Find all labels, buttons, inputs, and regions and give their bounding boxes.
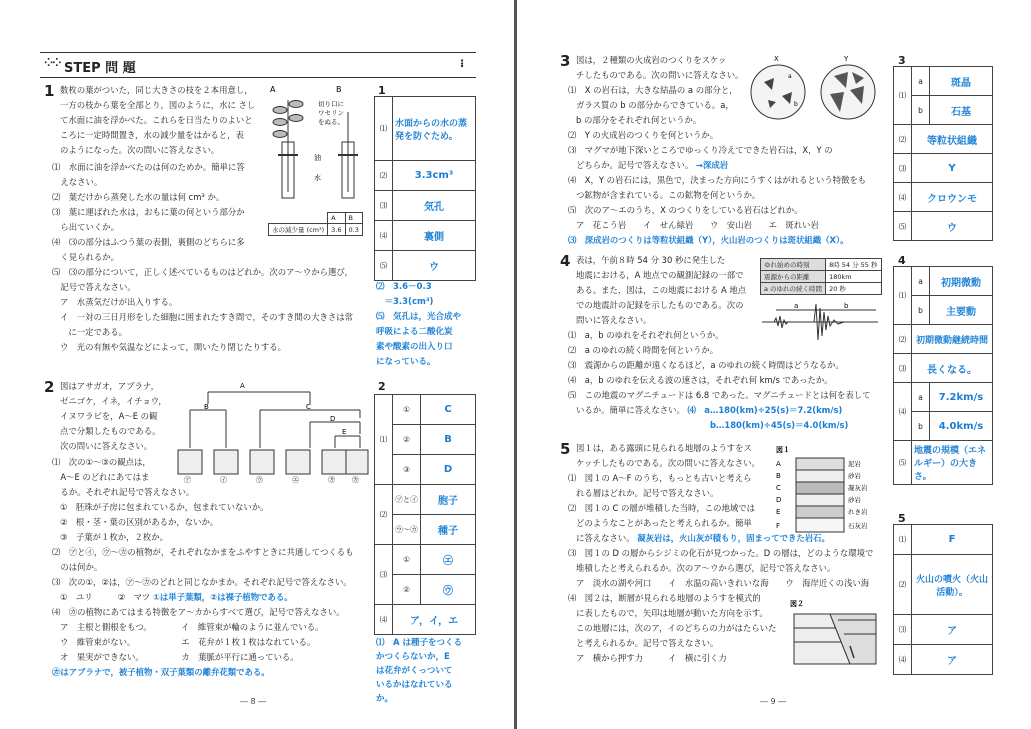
svg-text:㋕: ㋕ xyxy=(352,476,359,483)
dots-icon: ⁝ xyxy=(460,57,464,70)
svg-text:れき岩: れき岩 xyxy=(848,508,868,516)
ans2-head: 2 xyxy=(378,380,386,393)
svg-text:b: b xyxy=(794,101,798,108)
svg-text:X: X xyxy=(774,55,779,63)
svg-text:㋒: ㋒ xyxy=(256,476,263,483)
q1-intro: 数枚の葉がついた，同じ大きさの枝を２本用意し， 一方の枝から葉を全部とり，図のように，水に さし て水面に油を浮かべた。これらを日当たりのよいと ころに一定時間置き，水の減少量をはかると，表 のようになった。次の問いに答えなさい。 xyxy=(60,85,256,155)
dots-grid-icon: ⁘⁘ xyxy=(44,56,61,69)
q4-number: 4 xyxy=(560,252,571,270)
svg-text:b: b xyxy=(844,302,849,310)
svg-text:ワセリン: ワセリン xyxy=(318,109,344,117)
ans3-head: 3 xyxy=(898,54,906,67)
q1-plant-figure xyxy=(258,82,370,202)
svg-text:切り口に: 切り口に xyxy=(318,100,344,108)
svg-text:図１: 図１ xyxy=(776,446,790,454)
svg-text:B: B xyxy=(336,85,342,94)
svg-text:B: B xyxy=(776,472,781,480)
svg-text:Y: Y xyxy=(844,55,849,63)
svg-text:D: D xyxy=(776,496,782,504)
svg-text:C: C xyxy=(776,484,781,492)
svg-text:a: a xyxy=(794,302,799,310)
svg-text:油: 油 xyxy=(314,154,321,162)
q5-fault-figure xyxy=(790,598,880,670)
svg-text:A: A xyxy=(240,382,245,390)
svg-text:㋔: ㋔ xyxy=(328,476,335,483)
svg-text:B: B xyxy=(204,403,209,411)
svg-text:a: a xyxy=(788,73,792,80)
svg-text:㋐: ㋐ xyxy=(184,476,191,483)
page-number-left: ― 8 ― xyxy=(240,697,267,706)
q5-strata-figure xyxy=(774,444,878,540)
ans1-head: 1 xyxy=(378,84,386,97)
q5-text: 図１は，ある露頭に見られる地層のようすをス ケッチしたものである。次の問いに答えなさい。 ⑴ 図１の A～F のうち，もっとも古いと考えら れる層はどれか。記号で答えなさい。 ⑵ 図１の C の層が堆積した当時，この地域では どのようなことがあったと考えられるか。簡単 に答えなさい。 凝灰岩は，火山灰が積もり，固まってできた岩石。 ⑶ 図１の D の層からシジミの化石が見つかった。D の層は，どのような環境で 堆積したと考えられるか。次のア～ウから選び，記号で答えなさい。 ア 淡水の湖や河口 イ 水温の高いきれいな海 ウ 海岸近くの浅い海 ⑷ 図２は，断層が見られる地層のようすを模式的 に表したもので，矢印は地層が動いた方向を示す。 この地層には，次のア，イのどちらの力がはたらいた と考えられるか。記号で答えなさい。 ア 横から押す力 イ 横に引く力 xyxy=(568,443,874,663)
q4-seismogram xyxy=(760,298,880,342)
ans5-head: 5 xyxy=(898,512,906,525)
svg-text:水: 水 xyxy=(314,174,321,182)
q4-data-table: ゆれ始めの時刻 8時 54 分 55 秒 震源からの距離 180km a のゆれの続く時間 20 秒 xyxy=(760,258,882,295)
q4-text: 表は，午前８時 54 分 30 秒に発生した 地震における，A 地点での観測記録の一部で ある。また，図は，この地震における A 地点 での地震計の記録を示したものである。次の 問いに答えなさい。 ⑴ a，b のゆれをそれぞれ何というか。 ⑵ a のゆれの続く時間を何というか。 ⑶ 震源からの距離が遠くなるほど，a のゆれの続く時間はどうなるか。 ⑷ a，b のゆれを伝える波の速さは，それぞれ何 km/s であったか。 ⑸ この地震のマグニチュードは 6.8 であった。マグニチュードとは何を表して いるか。簡単に答えなさい。 ⑷ a…180(km)÷25(s)＝7.2(km/s) b…180(km)÷45(s)＝4.0(km/s) xyxy=(568,255,871,430)
q5-number: 5 xyxy=(560,440,571,458)
q3-rock-sketch xyxy=(744,52,880,122)
svg-text:図２: 図２ xyxy=(790,600,804,608)
svg-text:E: E xyxy=(776,508,781,516)
svg-text:C: C xyxy=(306,403,311,411)
svg-text:F: F xyxy=(776,522,781,530)
q1-number: 1 xyxy=(44,82,55,100)
ans5-table: ⑴ F ⑵ 火山の噴火（火山活動）。 ⑶ ア ⑷ ア xyxy=(893,524,993,675)
ans3-table: ⑴ a 斑晶 b 石基 ⑵ 等粒状組織 ⑶ Y ⑷ クロウンモ ⑸ ウ xyxy=(893,66,993,241)
svg-text:凝灰岩: 凝灰岩 xyxy=(848,484,868,492)
svg-text:E: E xyxy=(342,428,347,436)
q2-intro: 図はアサガオ，アブラナ， ゼニゴケ，イネ，イチョウ， イヌワラビを，A～E の観 点で分類したものである。 次の問いに答えなさい。 xyxy=(60,381,167,451)
svg-text:砂岩: 砂岩 xyxy=(848,472,861,480)
q3-text: 図は，２種類の火成岩のつくりをスケッ チしたものである。次の問いに答えなさい。 ⑴ X の岩石は，大きな結晶の a の部分と， ガラス質の b の部分からできている。a， b の部分をそれぞれ何というか。 ⑵ Y の火成岩のつくりを何というか。 ⑶ マグマが地下深いところでゆっくり冷えてできた岩石は，X，Y の どちらか。記号で答えなさい。 →深成岩 ⑷ X，Y の岩石には，黒色で，決まった方向にうすくはがれるという特徴をも つ鉱物が含まれている。この鉱物を何というか。 ⑸ 次のア～エのうち，X のつくりをしている岩石はどれか。 ア 花こう岩 イ せん緑岩 ウ 安山岩 エ 斑れい岩 ⑶ 深成岩のつくりは等粒状組織（Y），火山岩のつくりは斑状組織（X）。 xyxy=(568,55,867,245)
page-number-right: ― 9 ― xyxy=(760,697,787,706)
svg-text:石灰岩: 石灰岩 xyxy=(848,522,868,530)
ans4-table: ⑴ a 初期微動 b 主要動 ⑵ 初期微動継続時間 ⑶ 長くなる。 ⑷ a 7.2km/s b 4.0km/s ⑸ 地震の規模（エネルギー）の大きさ。 xyxy=(893,266,993,485)
q2-number: 2 xyxy=(44,378,55,396)
q2-questions: ⑴ 次の①～③の観点は， A～E のどれにあてはま るか。それぞれ記号で答えなさい。 ① 胚珠が子房に包まれているか，包まれていないか。 ② 根・茎・葉の区別があるか，ないか。 ③ 子葉が１枚か，２枚か。 ⑵ ㋐と㋑，㋒～㋕の植物が，それぞれなかまをふやすときに共通してつくるも のは何か。 ⑶ 次の①，②は，㋐～㋕のどれと同じなかまか。それぞれ記号で答えなさい。 ① ユリ ② マツ ①は単子葉類，②は裸子植物である。 ⑷ ㋕の植物にあてはまる特徴をア～カからすべて選び，記号で答えなさい。 ア 主根と側根をもつ。 イ 維管束が輪のように並んでいる。 ウ 維管束がない。 エ 花弁が１枚１枚はなれている。 オ 果実ができない。 カ 葉脈が平行に通っている。 ㋕はアブラナで，被子植物・双子葉類の離弁花類である。 xyxy=(52,457,354,677)
svg-text:A: A xyxy=(776,460,781,468)
ans2-notes: ⑴ A は種子をつくる かつくらないか，E は花弁がくっついて いるかはなれている か。 xyxy=(376,638,463,704)
svg-text:A: A xyxy=(270,85,276,94)
svg-text:砂岩: 砂岩 xyxy=(848,496,861,504)
ans4-head: 4 xyxy=(898,254,906,267)
q2-classification-tree xyxy=(170,378,370,483)
q1-questions: ⑴ 水面に油を浮かべたのは何のためか。簡単に答 えなさい。 ⑵ 葉だけから蒸発した水の量は何 cm³ か。 ⑶ 葉に運ばれた水は，おもに葉の何という部分か ら出ていくか。 ⑷ ⑶の部分はふつう葉の表側，裏側のどちらに多 く見られるか。 ⑸ ⑶の部分について，正しく述べているものはどれか。次のア～ウから選び， 記号で答えなさい。 ア 水蒸気だけが出入りする。 イ 一対の三日月形をした細胞に囲まれたすき間で，そのすき間の大きさは常 に一定である。 ウ 光の有無や気温などによって，開いたり閉じたりする。 xyxy=(52,162,353,352)
q3-number: 3 xyxy=(560,52,571,70)
svg-text:㋑: ㋑ xyxy=(220,476,227,483)
svg-text:D: D xyxy=(330,415,336,423)
page-title: STEP 問 題 xyxy=(64,61,136,76)
svg-text:泥岩: 泥岩 xyxy=(848,460,861,468)
ans1-table: ⑴ 水面からの水の蒸発を防ぐため。 ⑵ 3.3cm³ ⑶ 気孔 ⑷ 裏側 ⑸ ウ xyxy=(374,96,476,281)
ans2-table: ⑴ ① C ② B ③ D ⑵ ㋐と㋑ 胞子 ㋒～㋕ 種子 ⑶ ① ㋓ ② ㋒ ⑷ ア，イ，エ xyxy=(374,394,476,635)
ans1-notes: ⑵ 3.6－0.3 ＝3.3(cm³) ⑸ 気孔は，光合成や 呼吸による二酸化炭 素や酸素の出入り口 になっている。 xyxy=(376,282,462,367)
q1-data-table: A B 水の減少量 (cm³) 3.6 0.3 xyxy=(268,212,363,236)
svg-text:㋓: ㋓ xyxy=(292,476,299,483)
svg-text:をぬる。: をぬる。 xyxy=(318,118,344,126)
